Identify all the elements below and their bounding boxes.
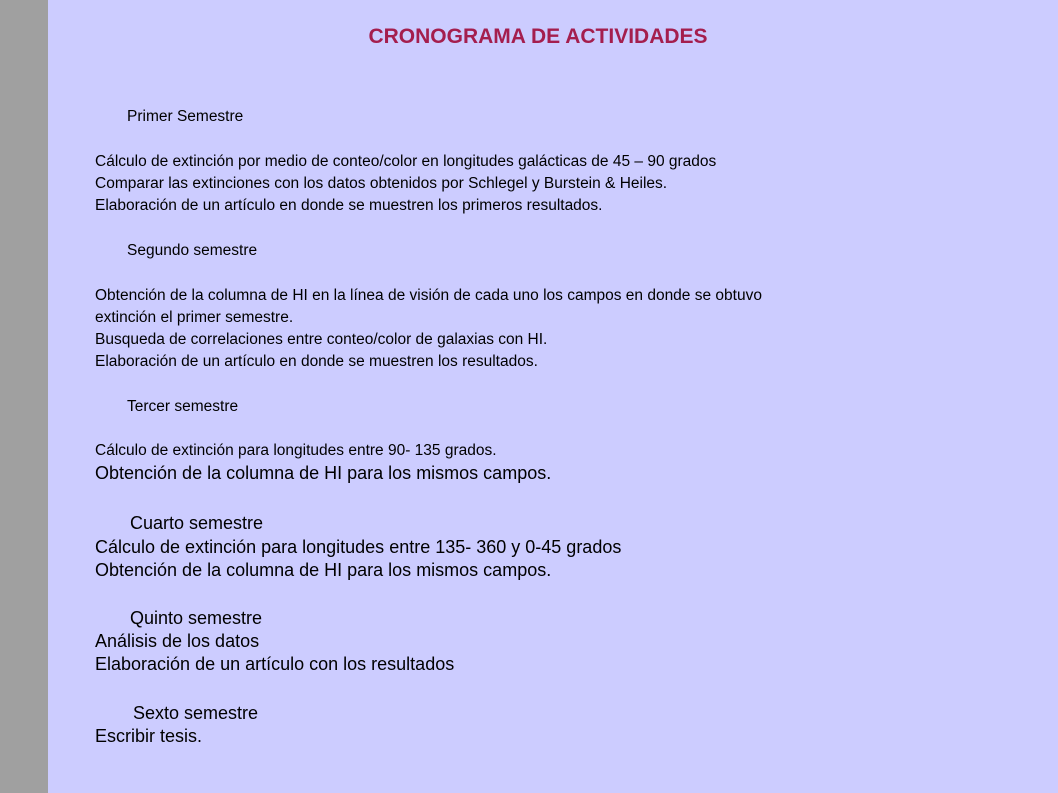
activity-line: Elaboración de un artículo con los resultados xyxy=(95,654,455,674)
activity-line: Busqueda de correlaciones entre conteo/color de galaxias con HI. xyxy=(95,331,548,348)
activity-line: Comparar las extinciones con los datos obtenidos por Schlegel y Burstein & Heiles. xyxy=(95,175,668,192)
activity-line: Elaboración de un artículo en donde se muestren los primeros resultados. xyxy=(95,197,603,214)
semester-heading: Segundo semestre xyxy=(127,242,258,259)
activity-line: Obtención de la columna de HI para los mismos campos. xyxy=(95,560,552,580)
activity-line: Obtención de la columna de HI en la línea de visión de cada uno los campos en donde se obtuvo xyxy=(95,287,762,304)
activity-line: Escribir tesis. xyxy=(95,726,203,746)
semester-heading: Tercer semestre xyxy=(127,398,239,415)
activity-line: Análisis de los datos xyxy=(95,631,260,651)
activity-line: Obtención de la columna de HI para los mismos campos. xyxy=(95,463,552,483)
semester-heading: Cuarto semestre xyxy=(130,513,264,533)
activity-line: Cálculo de extinción para longitudes entre 90- 135 grados. xyxy=(95,442,497,459)
activity-line: extinción el primer semestre. xyxy=(95,309,294,326)
activity-line: Cálculo de extinción por medio de conteo/color en longitudes galácticas de 45 – 90 grados xyxy=(95,153,717,170)
semester-heading: Quinto semestre xyxy=(130,608,263,628)
activity-line: Elaboración de un artículo en donde se muestren los resultados. xyxy=(95,353,538,370)
semester-heading: Primer Semestre xyxy=(127,108,244,125)
semester-heading: Sexto semestre xyxy=(133,703,259,723)
activity-line: Cálculo de extinción para longitudes entre 135- 360 y 0-45 grados xyxy=(95,537,622,557)
left-sidebar-bar xyxy=(0,0,48,793)
page-title: CRONOGRAMA DE ACTIVIDADES xyxy=(368,25,708,48)
